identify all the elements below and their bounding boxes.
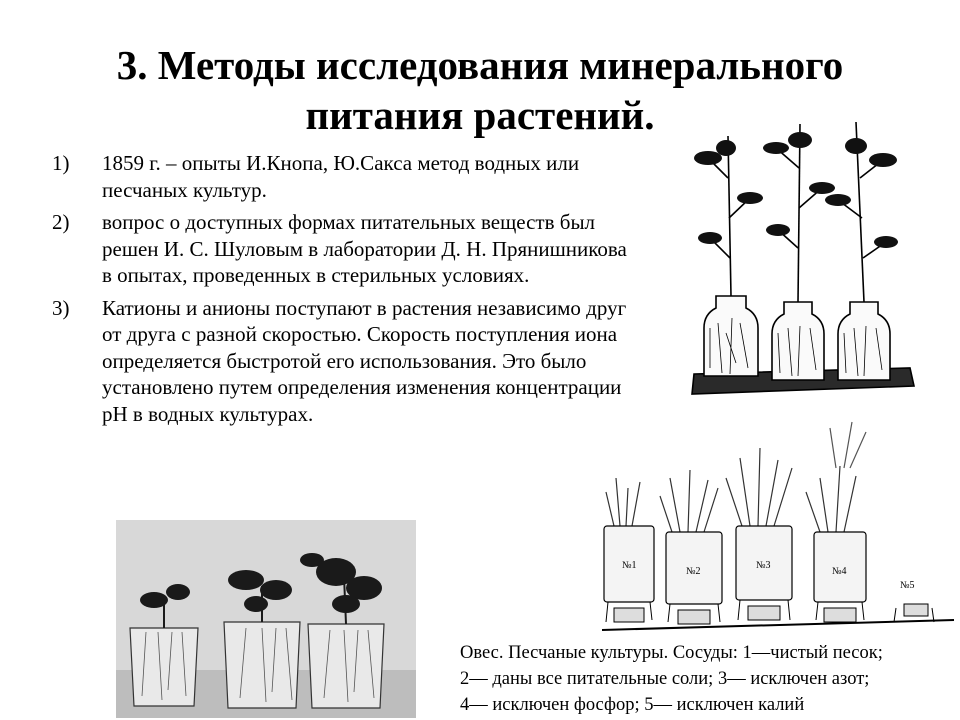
list-item — [52, 150, 632, 203]
water-culture-drawing — [688, 118, 916, 406]
vessel-label: №1 — [622, 560, 637, 571]
list-item — [52, 295, 632, 428]
list-item-number: 1) — [52, 151, 70, 175]
sand-culture-drawing — [600, 408, 956, 636]
vessel-label: №2 — [686, 566, 701, 577]
title-line-1: 3. Методы исследования минерального — [116, 42, 844, 88]
figure-caption — [460, 640, 958, 718]
list-item-text: Катионы и анионы поступают в растения независимо друг от друга с разной скоростью. Скорость поступления иона определяется быстротой его использования. Это было установлено путем определения изменения концентрации pH в водных культурах. — [102, 295, 627, 426]
vessel-label: №3 — [756, 560, 771, 571]
caption-line: 2— даны все питательные соли; 3— исключен азот; — [460, 669, 870, 689]
title-line-2: питания растений. — [305, 92, 655, 138]
caption-line: 4— исключен фосфор; 5— исключен калий — [460, 695, 805, 715]
list-item-text: вопрос о доступных формах питательных веществ был решен И. С. Шуловым в лаборатории Д. Н. Прянишникова в опытах, проведенных в стерильных условиях. — [102, 210, 627, 287]
list-item-number: 2) — [52, 210, 70, 234]
vessel-label: №4 — [832, 566, 847, 577]
list-item — [52, 209, 632, 289]
list-item-number: 3) — [52, 295, 70, 320]
list-item-text: 1859 г. – опыты И.Кнопа, Ю.Сакса метод водных или песчаных культур. — [102, 151, 580, 202]
vessel-label: №5 — [900, 580, 915, 591]
water-culture-photo — [116, 520, 416, 718]
jar — [772, 124, 824, 380]
jar — [704, 136, 758, 376]
caption-line: Овес. Песчаные культуры. Сосуды: 1—чистый песок; — [460, 643, 883, 663]
methods-list — [52, 150, 632, 433]
